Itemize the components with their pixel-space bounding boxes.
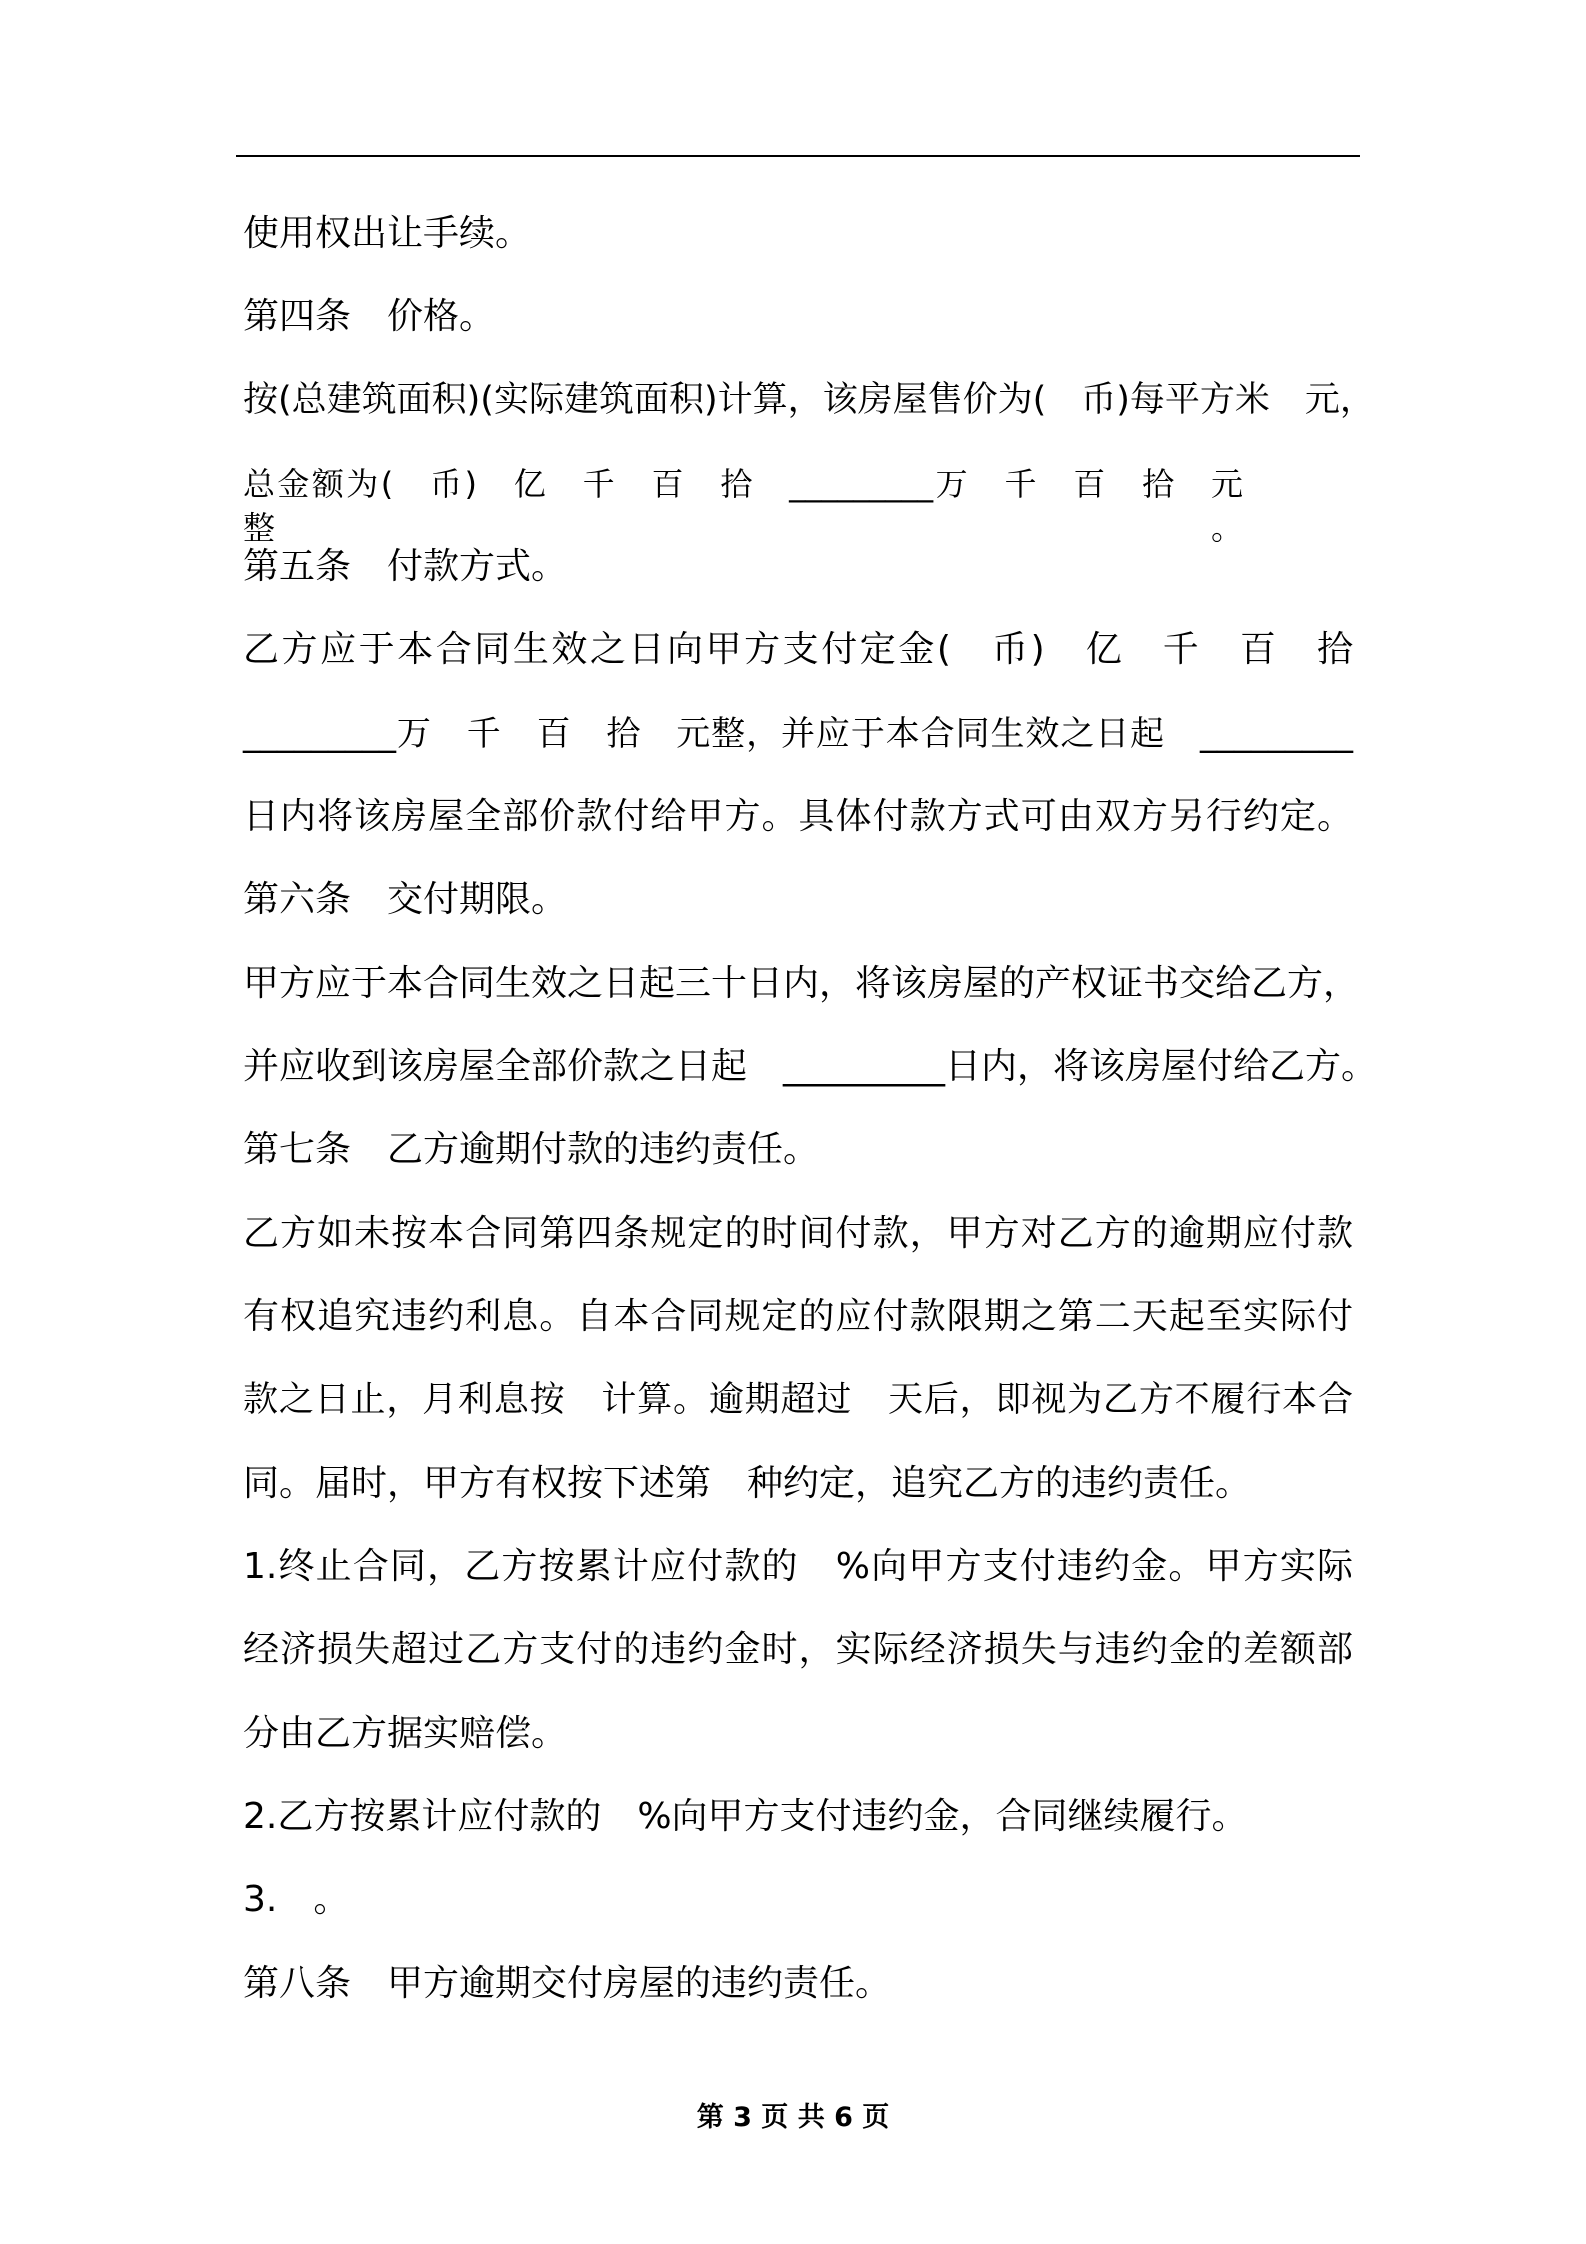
text-line: 有权追究违约利息。自本合同规定的应付款限期之第二天起至实际付 (243, 1296, 1353, 1337)
text-line: 分由乙方据实赔偿。 (243, 1713, 568, 1754)
text-line: 1.终止合同，乙方按累计应付款的 %向甲方支付违约金。甲方实际 (243, 1546, 1353, 1587)
text-line: 按(总建筑面积)(实际建筑面积)计算，该房屋售价为( 币)每平方米 元， (243, 380, 1375, 420)
text-line: 总金额为( 币) 亿 千 百 拾 _________万 千 百 拾 元整。 (243, 465, 1243, 547)
text-line: 甲方应于本合同生效之日起三十日内，将该房屋的产权证书交给乙方， (243, 963, 1360, 1004)
text-line: 乙方应于本合同生效之日向甲方支付定金( 币) 亿 千 百 拾 (243, 629, 1353, 670)
text-line: _________万 千 百 拾 元整，并应于本合同生效之日起 _________ (243, 714, 1353, 754)
text-line: 使用权出让手续。 (243, 213, 532, 254)
text-line: 日内将该房屋全部价款付给甲方。具体付款方式可由双方另行约定。 (243, 796, 1353, 837)
header-rule (236, 155, 1360, 157)
text-line: 款之日止，月利息按 计算。逾期超过 天后，即视为乙方不履行本合 (243, 1380, 1353, 1420)
text-line: 3. 。 (243, 1879, 350, 1920)
text-line: 并应收到该房屋全部价款之日起 _________日内，将该房屋付给乙方。 (243, 1046, 1378, 1087)
text-line: 2.乙方按累计应付款的 %向甲方支付违约金，合同继续履行。 (243, 1796, 1248, 1837)
article-heading: 第八条 甲方逾期交付房屋的违约责任。 (243, 1963, 892, 2004)
text-line: 经济损失超过乙方支付的违约金时，实际经济损失与违约金的差额部 (243, 1629, 1353, 1670)
article-heading: 第六条 交付期限。 (243, 879, 568, 920)
text-line: 乙方如未按本合同第四条规定的时间付款，甲方对乙方的逾期应付款 (243, 1213, 1353, 1254)
article-heading: 第七条 乙方逾期付款的违约责任。 (243, 1129, 820, 1170)
page-number: 第 3 页 共 6 页 (696, 2102, 890, 2133)
article-heading: 第五条 付款方式。 (243, 546, 568, 587)
article-heading: 第四条 价格。 (243, 296, 496, 337)
text-line: 同。届时，甲方有权按下述第 种约定，追究乙方的违约责任。 (243, 1463, 1252, 1504)
